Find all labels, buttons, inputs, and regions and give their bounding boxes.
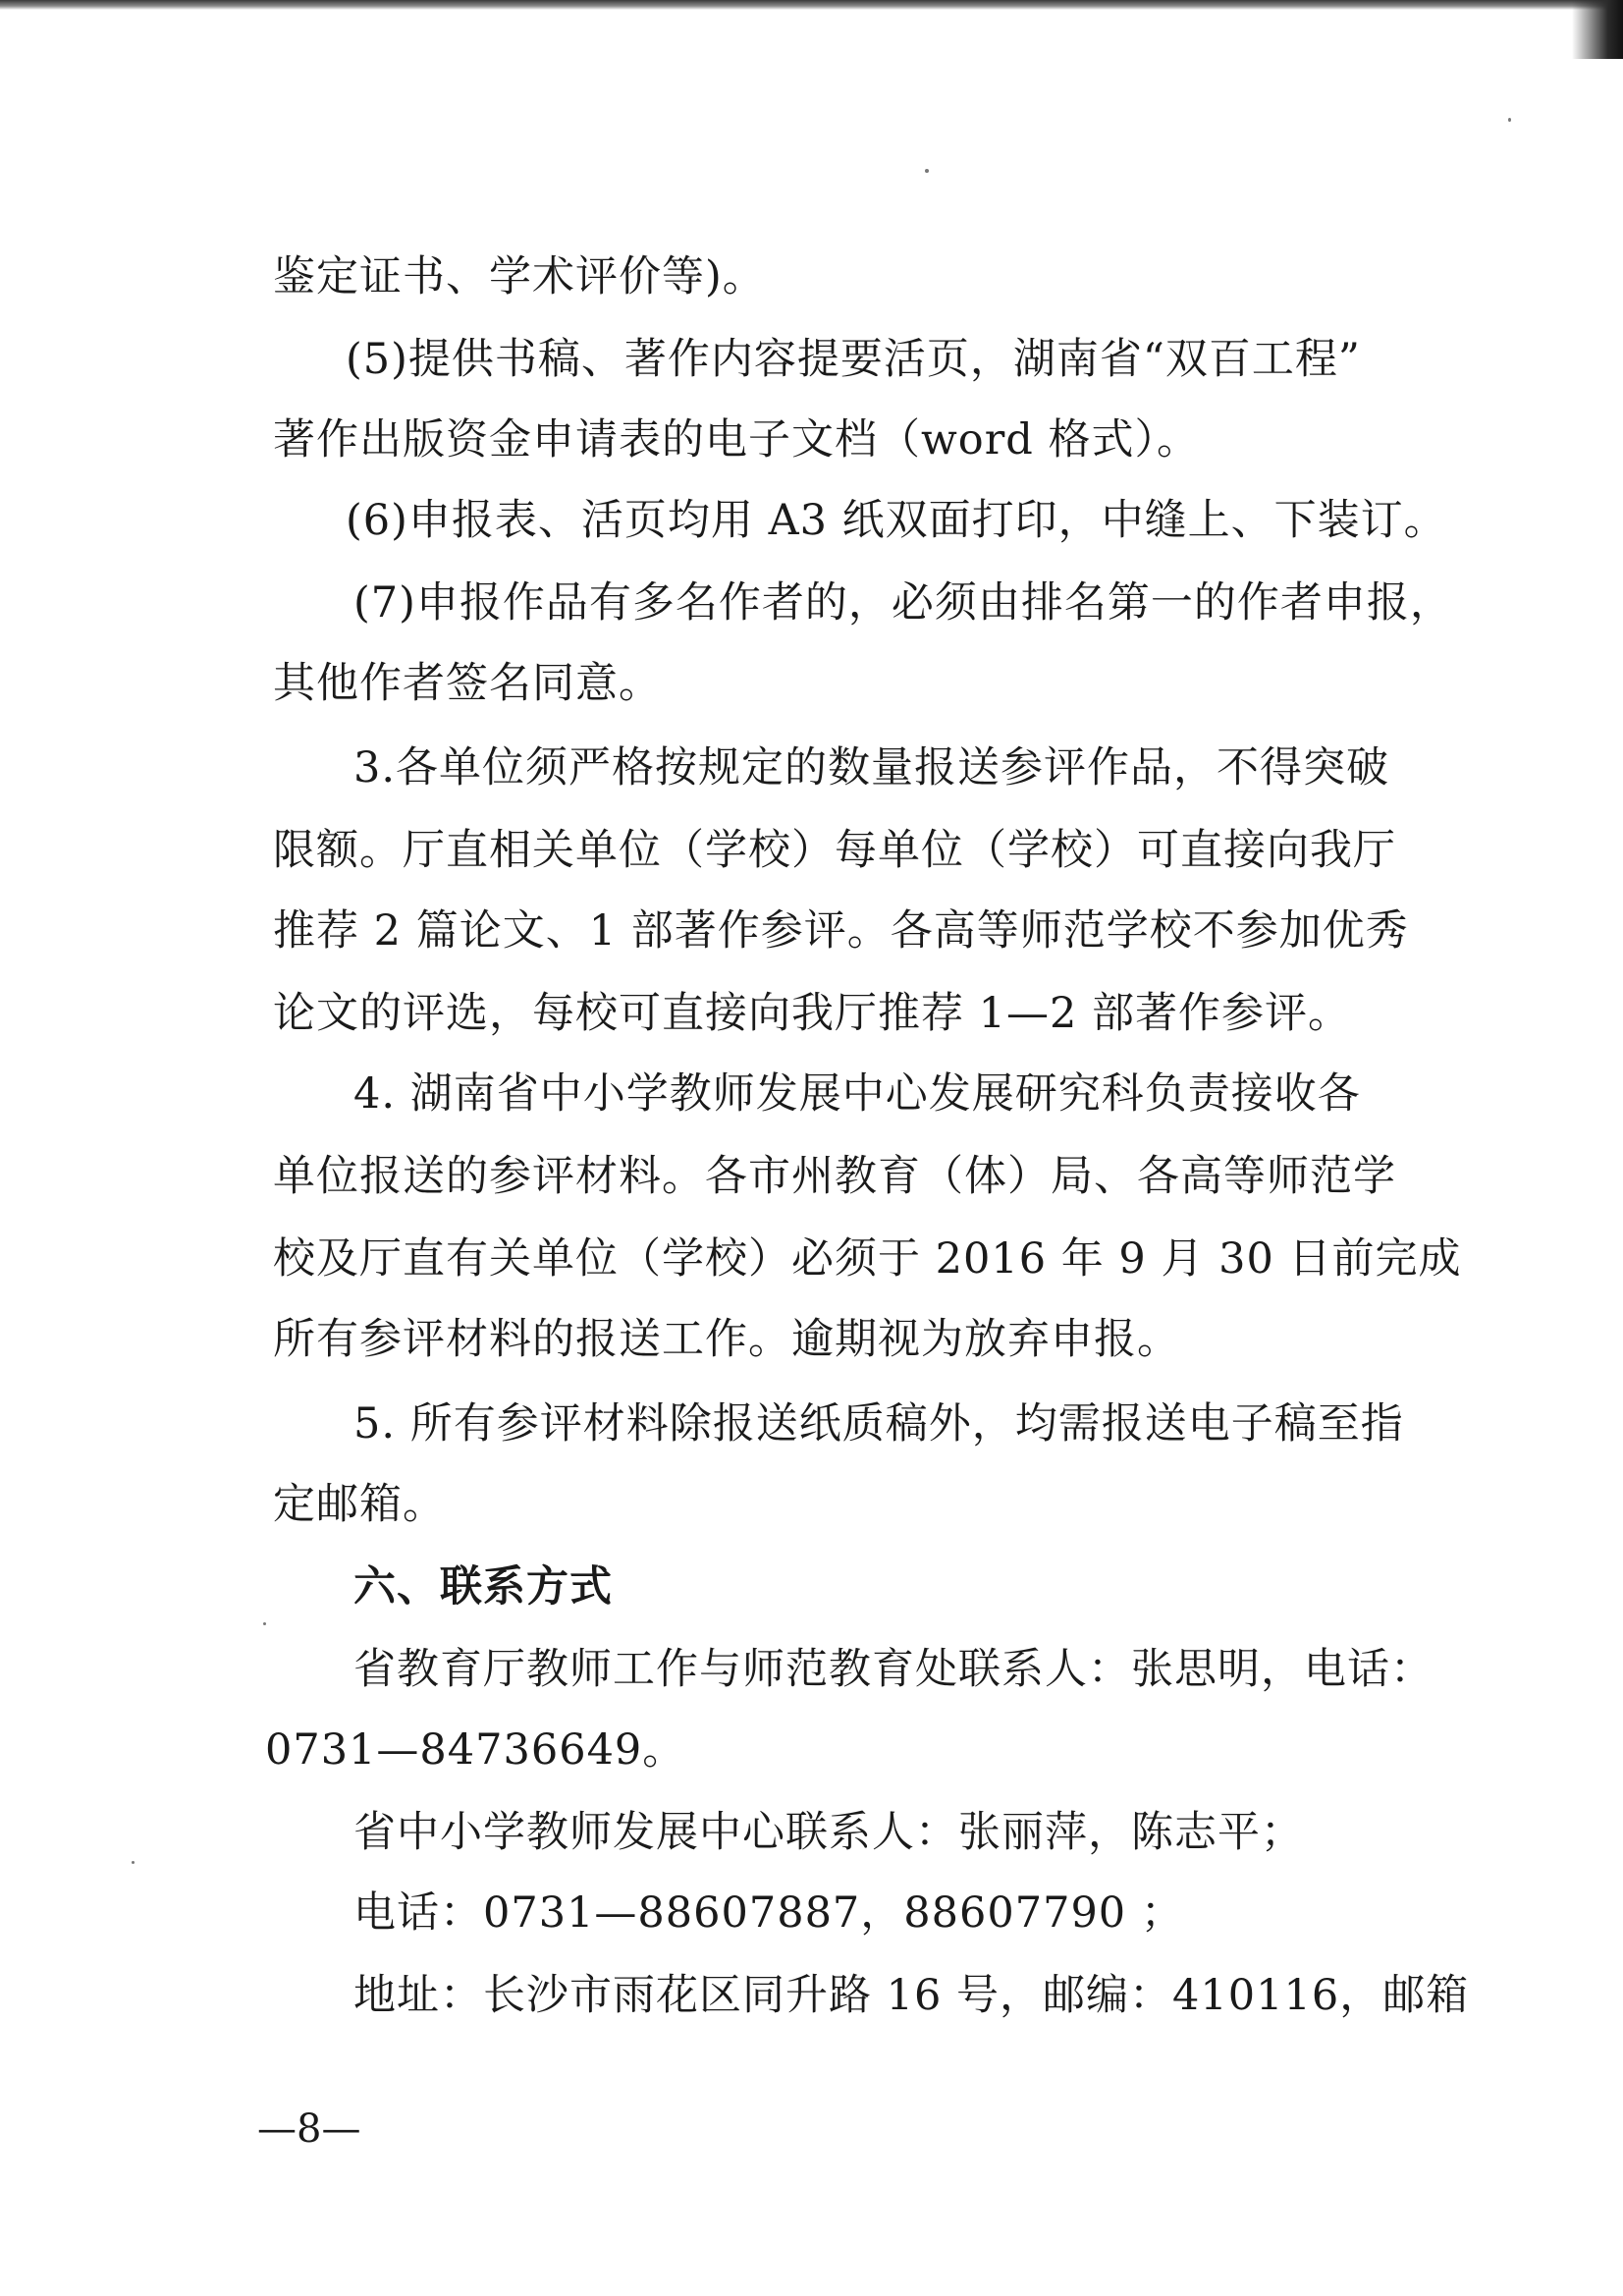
scan-speck (1508, 118, 1511, 122)
text-line: 省教育厅教师工作与师范教育处联系人：张思明，电话： (353, 1645, 1434, 1694)
scan-top-edge (0, 0, 1623, 10)
scan-speck (263, 1622, 266, 1625)
text-line: (5)提供书稿、著作内容提要活页，湖南省“双百工程” (346, 335, 1361, 384)
text-line: 地址：长沙市雨花区同升路 16 号，邮编：410116，邮箱 (353, 1971, 1470, 2020)
text-line: 定邮箱。 (273, 1480, 446, 1529)
scan-speck (132, 1861, 135, 1864)
scan-right-edge (1572, 0, 1623, 59)
text-line: 推荐 2 篇论文、1 部著作参评。各高等师范学校不参加优秀 (273, 906, 1409, 956)
text-line: 电话：0731—88607887，88607790 ； (353, 1888, 1184, 1938)
text-line: 4. 湖南省中小学教师发展中心发展研究科负责接收各 (353, 1069, 1361, 1119)
text-line: 校及厅直有关单位（学校）必须于 2016 年 9 月 30 日前完成 (273, 1234, 1462, 1284)
text-line: 省中小学教师发展中心联系人：张丽萍，陈志平； (353, 1808, 1304, 1857)
section-heading: 六、联系方式 (353, 1562, 613, 1612)
text-line: 单位报送的参评材料。各市州教育（体）局、各高等师范学 (273, 1152, 1396, 1201)
text-line: 限额。厅直相关单位（学校）每单位（学校）可直接向我厅 (273, 826, 1396, 875)
text-line: 著作出版资金申请表的电子文档（word 格式）。 (273, 415, 1200, 465)
text-line: (6)申报表、活页均用 A3 纸双面打印，中缝上、下装订。 (346, 496, 1447, 545)
text-line: 所有参评材料的报送工作。逾期视为放弃申报。 (273, 1315, 1180, 1364)
text-line: 3.各单位须严格按规定的数量报送参评作品，不得突破 (353, 743, 1390, 793)
text-line: (7)申报作品有多名作者的，必须由排名第一的作者申报， (353, 578, 1453, 628)
page-number: —8— (257, 2106, 361, 2152)
text-line: 0731—84736649。 (265, 1725, 686, 1775)
text-line: 鉴定证书、学术评价等)。 (273, 252, 766, 301)
text-line: 其他作者签名同意。 (273, 659, 662, 708)
text-line: 5. 所有参评材料除报送纸质稿外，均需报送电子稿至指 (353, 1399, 1404, 1449)
scan-speck (925, 169, 929, 173)
text-line: 论文的评选，每校可直接向我厅推荐 1—2 部著作参评。 (273, 989, 1352, 1038)
